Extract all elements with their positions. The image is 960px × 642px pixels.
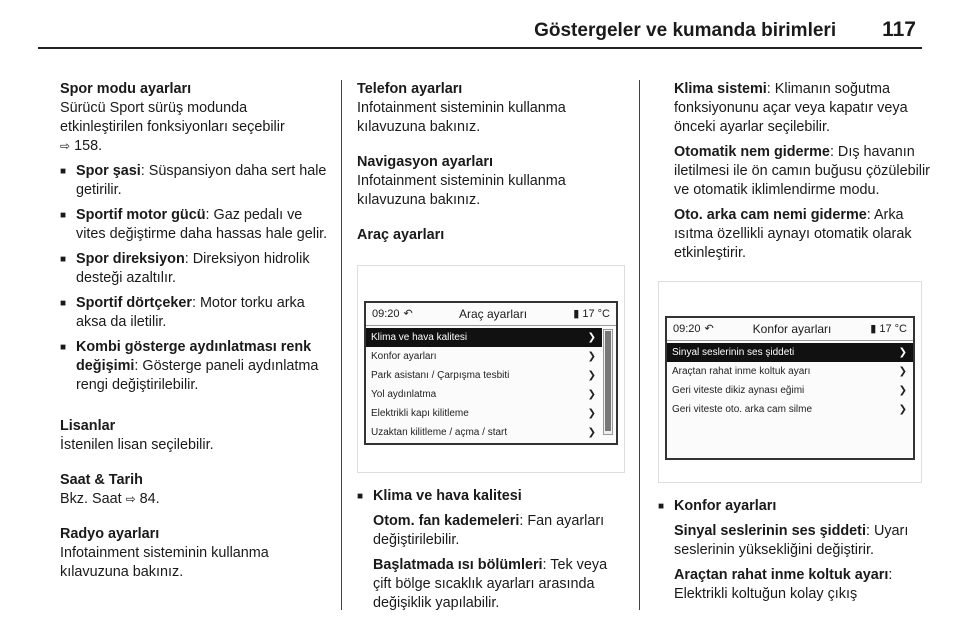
- sport-heading: Spor modu ayarları: [60, 81, 192, 97]
- navi-section: [357, 153, 623, 210]
- telefon-heading: Telefon ayarları: [357, 81, 463, 97]
- item-text: : Gaz pedalı ve vites değiştirme daha hassas hale gelir.: [76, 207, 328, 242]
- column-divider: [639, 80, 640, 610]
- klima-heading: Klima ve hava kalitesi: [373, 488, 522, 504]
- screen-temp: 17 °C: [582, 307, 610, 320]
- screen-konfor-ayarlari: [658, 281, 922, 483]
- screen-title: Araç ayarları: [459, 306, 528, 321]
- menu-item[interactable]: [366, 423, 602, 442]
- thermometer-icon: ▮: [573, 307, 580, 320]
- chevron-right-icon: ❯: [898, 347, 907, 358]
- column-left: [60, 80, 332, 598]
- radyo-heading: Radyo ayarları: [60, 526, 160, 542]
- menu-item[interactable]: [366, 404, 602, 423]
- item-term: Spor şasi: [76, 163, 141, 179]
- back-icon[interactable]: ↶: [704, 322, 714, 335]
- chevron-right-icon: ❯: [587, 408, 596, 419]
- item-text: Elektrikli koltuğun kolay çıkış: [674, 586, 858, 602]
- menu-label: Geri viteste oto. arka cam silme: [672, 404, 813, 415]
- ref-arrow-icon: ⇨: [60, 139, 71, 153]
- scrollbar[interactable]: [603, 329, 613, 435]
- menu-item[interactable]: [667, 343, 913, 362]
- screen-topbar: [667, 318, 913, 341]
- screen-topbar: [366, 303, 616, 326]
- screen-display: [665, 316, 915, 460]
- menu-item[interactable]: [667, 362, 913, 381]
- menu-label: Araçtan rahat inme koltuk ayarı: [672, 366, 811, 377]
- thermometer-icon: ▮: [870, 322, 877, 335]
- menu-label: Sinyal seslerinin ses şiddeti: [672, 347, 795, 358]
- list-item: [60, 250, 332, 288]
- item-text: : Fan ayarları değiştirilebilir.: [373, 513, 605, 548]
- item-text: : Tek veya çift bölge sıcaklık ayarları arasında değişiklik yapılabilir.: [373, 557, 608, 611]
- saat-ref[interactable]: 84.: [139, 491, 160, 507]
- scrollbar-thumb[interactable]: [605, 331, 611, 431]
- item-text: : Gösterge paneli aydınlatma rengi değiştirilebilir.: [76, 358, 319, 393]
- chevron-right-icon: ❯: [898, 366, 907, 377]
- sub-item: [357, 556, 623, 613]
- lisans-section: [60, 417, 332, 455]
- item-text: : Motor torku arka aksa da iletilir.: [76, 295, 305, 330]
- screen-arac-ayarlari: [357, 265, 625, 473]
- screen-title: Konfor ayarları: [752, 321, 832, 336]
- item-term: Otomatik nem giderme: [674, 144, 830, 160]
- item-text: : Arka ısıtma özellikli aynayı otomatik olarak etkinleştirir.: [674, 207, 912, 261]
- menu-label: Uzaktan kilitleme / açma / start: [371, 427, 508, 438]
- list-item: [60, 338, 332, 395]
- item-term: Oto. arka cam nemi giderme: [674, 207, 867, 223]
- page-header: [534, 18, 916, 42]
- sub-item: [658, 80, 930, 137]
- chevron-right-icon: ❯: [898, 404, 907, 415]
- klima-bullet: [357, 487, 623, 506]
- item-text: : Dış havanın iletilmesi ile ön camın buğusu çözülebilir ve otomatik iklimlendirme modu.: [674, 144, 930, 198]
- page-title: Göstergeler ve kumanda birimleri: [534, 20, 837, 41]
- column-right: [658, 80, 930, 604]
- menu-label: Park asistanı / Çarpışma tesbiti: [371, 370, 510, 381]
- chevron-right-icon: ❯: [587, 351, 596, 362]
- lisans-heading: Lisanlar: [60, 418, 116, 434]
- menu-item[interactable]: [366, 385, 602, 404]
- menu-label: Geri viteste dikiz aynası eğimi: [672, 385, 805, 396]
- navi-heading: Navigasyon ayarları: [357, 154, 493, 170]
- screen-time: 09:20: [673, 322, 701, 335]
- saat-text: Bkz. Saat: [60, 491, 122, 507]
- list-item: [60, 206, 332, 244]
- menu-label: Klima ve hava kalitesi: [371, 332, 468, 343]
- menu-item[interactable]: [667, 381, 913, 400]
- screen-temp: 17 °C: [879, 322, 907, 335]
- back-icon[interactable]: ↶: [403, 307, 413, 320]
- chevron-right-icon: ❯: [898, 385, 907, 396]
- konfor-bullet: [658, 497, 930, 516]
- item-term: Sportif motor gücü: [76, 207, 206, 223]
- list-item: [60, 162, 332, 200]
- menu-item[interactable]: [366, 328, 602, 347]
- header-rule: [38, 47, 922, 49]
- sport-text: Sürücü Sport sürüş modunda etkinleştirilen fonksiyonları seçebilir: [60, 100, 285, 135]
- ref-arrow-icon: ⇨: [125, 492, 136, 506]
- sport-section: [60, 80, 332, 395]
- item-term: Spor direksiyon: [76, 251, 185, 267]
- sub-item: [357, 512, 623, 550]
- item-text: : Direksiyon hidrolik desteği azaltılır.: [76, 251, 310, 286]
- sub-item: [658, 566, 930, 604]
- item-term: Kombi gösterge aydınlatması renk değişimi: [76, 339, 312, 374]
- menu-item[interactable]: [366, 366, 602, 385]
- chevron-right-icon: ❯: [587, 427, 596, 438]
- item-term: Başlatmada ısı bölümleri: [373, 557, 543, 573]
- navi-text: Infotainment sisteminin kullanma kılavuzuna bakınız.: [357, 173, 566, 208]
- item-term: Klima sistemi: [674, 81, 767, 97]
- item-term: Araçtan rahat inme koltuk ayarı: [674, 567, 889, 583]
- sport-ref[interactable]: 158.: [74, 138, 103, 154]
- item-term: Sportif dörtçeker: [76, 295, 192, 311]
- arac-heading: Araç ayarları: [357, 227, 445, 243]
- screen-display: [364, 301, 618, 445]
- menu-item[interactable]: [667, 400, 913, 419]
- screen-time: 09:20: [372, 307, 400, 320]
- column-divider: [341, 80, 342, 610]
- menu-label: Yol aydınlatma: [371, 389, 437, 400]
- radyo-text: Infotainment sisteminin kullanma kılavuzuna bakınız.: [60, 545, 269, 580]
- page-number: 117: [882, 18, 916, 41]
- item-text: : Klimanın soğutma fonksiyonunu açar veya kapatır veya önceki ayarlar seçilebilir.: [674, 81, 908, 135]
- saat-heading: Saat & Tarih: [60, 472, 143, 488]
- chevron-right-icon: ❯: [587, 332, 596, 343]
- item-text: : Uyarı seslerinin yüksekliğini değiştirir.: [674, 523, 909, 558]
- item-term: Sinyal seslerinin ses şiddeti: [674, 523, 866, 539]
- column-middle: [357, 80, 623, 613]
- item-term: Otom. fan kademeleri: [373, 513, 520, 529]
- radyo-section: [60, 525, 332, 582]
- lisans-text: İstenilen lisan seçilebilir.: [60, 437, 214, 453]
- item-text: :: [888, 567, 893, 583]
- chevron-right-icon: ❯: [587, 389, 596, 400]
- sub-item: [658, 206, 930, 263]
- item-text: : Süspansiyon daha sert hale getirilir.: [76, 163, 327, 198]
- menu-label: Elektrikli kapı kilitleme: [371, 408, 469, 419]
- list-item: [60, 294, 332, 332]
- chevron-right-icon: ❯: [587, 370, 596, 381]
- telefon-section: [357, 80, 623, 137]
- saat-section: [60, 471, 332, 509]
- menu-label: Konfor ayarları: [371, 351, 437, 362]
- sub-item: [658, 143, 930, 200]
- menu-item[interactable]: [366, 347, 602, 366]
- telefon-text: Infotainment sisteminin kullanma kılavuzuna bakınız.: [357, 100, 566, 135]
- konfor-heading: Konfor ayarları: [674, 498, 777, 514]
- sub-item: [658, 522, 930, 560]
